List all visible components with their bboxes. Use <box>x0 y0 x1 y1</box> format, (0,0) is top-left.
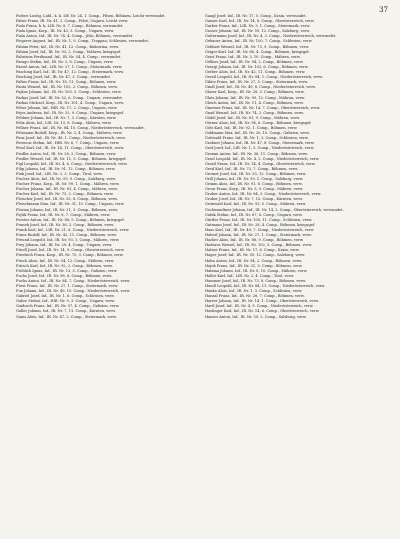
list-entry: Gebhart Wenzel, Inf., IR. Nr. 73, 9. Comp., Böhmen, verw. <box>205 44 310 49</box>
list-entry: Hartl Josef, Inf., IR. Nr. 4, 9. Comp., Niederösterreich, verw. <box>205 304 314 309</box>
list-entry: Gerber Alois, Inf., IR. Nr. 42, 11. Comp., Böhmen, verw. <box>205 70 306 75</box>
list-entry: Fejes Andreas, Inf., IR. Nr. 32, 9. Comp., Ungarn, kriegsgef. <box>16 110 124 115</box>
list-entry: Fassel Anton, Inf., LIR. Nr. 27, 1. Comp., Steiermark, verw. <box>16 64 123 69</box>
list-entry: Forbes-Lustig, Lubl., k. k. LW. Nr. 24, 1. Comp., Pilsen, Böhmen, Leicht verwundet. <box>16 14 166 18</box>
list-entry: Grasl Leopold, Inf., IR. Nr. 4, 2. Comp., Niederösterreich, verw. <box>205 156 320 161</box>
list-entry: Fiala Ignaz, Korp., IR. Nr. 43, 3. Comp., Ungarn, verw. <box>16 29 115 34</box>
list-entry: Halama Johann, Inf., IR. Nr. 8, 10. Comp., Mähren, verw. <box>205 268 308 273</box>
list-entry: Harrer Johann, Inf., IR. Nr. 14, 1. Comp., Oberösterreich, verw. <box>205 299 320 304</box>
list-entry: Gabriel Josef, Inf., IR. Nr. 1, 6. Comp., Schlesien, verw. <box>16 294 115 299</box>
list-entry: Fiala Anton, Inf., IR. Nr. 74, 4. Comp., Jičin, Böhmen, verwundet. <box>16 34 134 39</box>
columns-container <box>16 14 386 531</box>
list-entry: Gramm Anton, Inf., IR. Nr. 36, 11. Comp., Böhmen, verw. <box>205 151 308 156</box>
list-entry: Frey Johann, Inf., IR. Nr. 29, 4. Comp., Ungarn, verw. <box>16 243 113 248</box>
list-entry: Fasching Josef, Inf., IR. Nr. 47, 3. Comp., verwundet. <box>16 75 112 80</box>
list-entry: Fleischmann Max, Inf., IR. Nr. 31, 10. Comp., Ungarn, verw. <box>16 202 125 207</box>
list-entry: Haas Karl, Inf., IR. Nr. 49, 7. Comp., Niederösterreich, verw. <box>205 227 315 232</box>
list-entry: Feldner Johann, Inf., IR. Nr. 7, 3. Comp., Kärnten, verw. <box>16 115 117 120</box>
list-entry: Glatz Johann, Inf., IR. Nr. 99, 12. Comp., Mähren, verw. <box>205 95 306 100</box>
list-entry: Glaser Karl, Korp., IR. Nr. 28, 3. Comp., Böhmen, verw. <box>205 90 305 95</box>
list-entry: Grill Johann, Inf., IR. Nr. 59, 1. Comp., Salzburg, verw. <box>205 177 304 181</box>
list-entry: Fröhlich Ignaz, Inf., IR. Nr. 13, 5. Comp., Galizien, verw. <box>16 268 118 273</box>
list-entry: Gödel Josef, Inf., IR. Nr. 81, 9. Comp., Mähren, verw. <box>205 115 300 120</box>
list-entry: Gerstl Leopold, Inf., IR. Nr. 84, 1. Comp., Niederösterreich, verw. <box>205 75 323 80</box>
list-entry: Fischer Franz, Korp., IR. Nr. 99, 1. Comp., Mähren, verw. <box>16 182 120 187</box>
list-entry: Gottwald Franz, Inf., IR. Nr. 1, 3. Comp., Schlesien, verw. <box>205 136 309 141</box>
list-entry: Farkas Michael, Korp., IR. Nr. 101, 4. Comp., Ungarn, verw. <box>16 100 124 105</box>
list-entry: Gabor Stefan, Inf., HIR. Nr. 9, 3. Comp., Ungarn, verw. <box>16 299 115 304</box>
list-entry: Fabrizius Ferdinand, Inf., IR. Nr. 54, 4. Comp., verwundet. <box>16 54 122 59</box>
list-entry: Fuchs Josef, Inf., IR. Nr. 98, 8. Comp., Böhmen, verw. <box>16 273 113 278</box>
list-entry: Gindl Josef, Inf., IR. Nr. 49, 8. Comp., Niederösterreich, verw. <box>205 85 316 90</box>
list-entry: Gruber Anton, Inf., IR. Nr. 84, 3. Comp., Niederösterreich, verw. <box>205 192 322 197</box>
list-entry: Faltus Franz, Inf., IR. Nr. 18, 11. Comp., Böhmen, verw. <box>16 80 117 85</box>
list-entry: Gleich Anton, Inf., IR. Nr. 11, 4. Comp., Böhmen, verw. <box>205 100 304 105</box>
list-entry: Gaidosch Franz, Inf., IR. Nr. 57, 4. Comp., Galizien, verw. <box>16 304 120 309</box>
list-entry: Fellner Franz, Inf., IR. Nr. 84, 10. Comp., Niederösterreich, verwundet. <box>16 126 145 131</box>
list-entry: Fessl Karl, Inf., IR. Nr. 14, 11. Comp., Oberösterreich, verw. <box>16 146 125 151</box>
list-entry: Gratzl Franz, Inf., IR. Nr. 14, 4. Comp., Oberösterreich, verw. <box>205 161 316 166</box>
list-entry: Grabner Johann, Inf., IR. Nr. 47, 8. Comp., Steiermark, verw. <box>205 141 315 146</box>
list-entry: Fanta Wenzel, Inf., IR. Nr. 102, 2. Comp., Böhmen, verw. <box>16 85 118 90</box>
list-entry: Felix Alois, Inf., LIR. Nr. 13, 8. Comp., Mähren, verw. <box>16 120 112 125</box>
list-entry: Feher Johann, Inf., HIR. Nr. 17, 2. Comp., Ungarn, verw. <box>16 105 118 110</box>
list-entry: Galler Johann, Inf., IR. Nr. 7, 11. Comp., Kärnten, verw. <box>16 309 116 314</box>
list-entry: Haslinger Karl, Inf., IR. Nr. 14, 6. Comp., Oberösterreich, verw. <box>205 309 320 314</box>
list-entry: Gruber Josef, Inf., IR. Nr. 7, 10. Comp., Kärnten, verw. <box>205 197 303 202</box>
list-entry: Felzmann Rudolf, Korp., IR. Nr. 3, 4. Comp., Mähren, verw. <box>16 131 123 136</box>
list-entry: Fabian Josef, Inf., IR. Nr. 93, 2. Comp., Mähren, kriegsgef. <box>16 49 121 54</box>
list-entry: Gellner Josef, Inf., IR. Nr. 94, 2. Comp., Böhmen, verw. <box>205 59 304 64</box>
list-entry: Fischer Karl, Inf., IR. Nr. 73, 2. Comp., Böhmen, verw. <box>16 192 114 197</box>
list-entry: Graf Josef, Inf., LIR. Nr. 1, 5. Comp., Niederösterreich, verw. <box>205 146 315 151</box>
list-entry: Faber Franz, IR. Nr. 41, 2. Comp., Felsö, Ungarn, Leicht verw. <box>16 19 129 24</box>
left-column <box>16 14 197 531</box>
list-entry: Greiner Josef, Inf., IR. Nr. 35, 12. Comp., Böhmen, verw. <box>205 171 307 176</box>
list-entry: Geist Franz, Inf., IR. Nr. 3, 10. Comp., Mähren, verw. <box>205 54 301 59</box>
list-entry: Fischer Alois, Inf., IR. Nr. 59, 9. Comp., Salzburg, verw. <box>16 177 117 181</box>
list-entry: Gmeiner Franz, Inf., IR. Nr. 14, 7. Comp., Oberösterreich, verw. <box>205 105 321 110</box>
list-entry: Franz Rudolf, Inf., IR. Nr. 42, 11. Comp., Böhmen, verw. <box>16 233 117 238</box>
page-number: 37 <box>379 6 388 14</box>
list-entry: Hauser Anton, Inf., IR. Nr. 59, 2. Comp., Salzburg, verw. <box>205 314 307 319</box>
list-entry: Fürst Franz, Inf., IR. Nr. 27, 1. Comp., Steiermark, verw. <box>16 283 119 288</box>
list-entry: Hammer Josef, Inf., IR. Nr. 73, 8. Comp., Böhmen, verw. <box>205 278 306 283</box>
list-entry: Görner Alois, Inf., IR. Nr. 94, 6. Comp., Böhmen, kriegsgef. <box>205 120 312 125</box>
list-entry: Gutmann Josef, Inf., IR. Nr. 28, 4. Comp., Böhmen, kriegsgef. <box>205 222 316 227</box>
list-entry: Grünwald Karl, Inf., IR. Nr. 93, 5. Comp., Mähren, verw. <box>205 202 307 207</box>
list-entry: Filip Johann, Inf., IR. Nr. 91, 12. Comp., Böhmen, verw. <box>16 166 116 171</box>
list-entry: Hadrava Wenzel, Inf., IR. Nr. 102, 3. Comp., Böhmen, verw. <box>205 243 313 248</box>
list-entry: Gibitz Franz, Inf., IR. Nr. 27, 5. Comp., Steiermark, verw. <box>205 80 309 85</box>
list-entry: Hacker Alois, Inf., IR. Nr. 88, 9. Comp., Böhmen, verw. <box>205 238 304 243</box>
list-entry: Fojtik Franz, Inf., IR. Nr. 8, 7. Comp., Mähren, verw. <box>16 212 111 217</box>
list-entry: Frisch Alois, Inf., IR. Nr. 54, 12. Comp., Mähren, verw. <box>16 258 115 263</box>
list-entry: Haberl Johann, Inf., IR. Nr. 27, 1. Comp., Steiermark, verw. <box>205 233 312 238</box>
list-entry: Hafner Franz, Inf., IR. Nr. 17, 6. Comp., Krain, verw. <box>205 248 300 253</box>
list-entry: Fiala Franz, k. k. LIR. Nr. 8, 7. Comp., Böhmen, verwundet. <box>16 24 124 29</box>
list-entry: Figl Leopold, Inf., IR. Nr. 4, 6. Comp., Niederösterreich, verw. <box>16 161 128 166</box>
list-entry: Grimm Alois, Inf., IR. Nr. 91, 6. Comp., Böhmen, verw. <box>205 182 303 187</box>
list-entry: Fuchs Anton, Inf., IR. Nr. 84, 7. Comp., Niederösterreich, verw. <box>16 278 131 283</box>
list-entry: Gattermann Josef, Inf., IR. Nr. 4, 3. Comp., Niederösterreich, verwundet. <box>205 34 337 39</box>
list-entry: Goldmann Max, Inf., IR. Nr. 20, 10. Comp., Galizien, verw. <box>205 131 310 136</box>
list-entry: Gürtler Franz, Inf., IR. Nr. 100, 11. Comp., Schlesien, verw. <box>205 217 313 222</box>
list-entry: Hanzal Franz, Inf., IR. Nr. 28, 7. Comp., Böhmen, verw. <box>205 294 305 299</box>
list-entry: Farkas Josef, Inf., IR. Nr. 52, 6. Comp., Ungarn, verwundet. <box>16 95 123 100</box>
list-entry: Gangl Josef, Inf., IR. Nr. 17, 5. Comp., Krain, verwundet. <box>205 14 307 18</box>
list-entry: Handl Leopold, Inf., IR. Nr. 84, 11. Comp., Niederösterreich, verw. <box>205 283 326 288</box>
list-entry: Forster Anton, Inf., IR. Nr. 88, 5. Comp., Böhmen, kriegsgef. <box>16 217 125 222</box>
list-entry: Ganser Karl, Inf., IR. Nr. 14, 8. Comp., Oberösterreich, verw. <box>205 19 315 24</box>
list-entry: Götz Karl, Inf., IR. Nr. 92, 1. Comp., Böhmen, verw. <box>205 126 298 131</box>
list-entry: Feigerer August, Inf., IR. Nr. 1, 9. Comp., Troppau, Schlesien, verwundet. <box>16 39 150 44</box>
list-entry: Hajek Franz, Inf., IR. Nr. 21, 5. Comp., Böhmen, verw. <box>205 263 303 268</box>
list-entry: Fajkus Johann, Inf., IR. Nr. 100, 5. Comp., Schlesien, verw. <box>16 90 122 95</box>
list-entry: Farago Stefan, Inf., IR. Nr. 2, 8. Comp., Ungarn, verw. <box>16 59 114 64</box>
list-entry: Gnad Wenzel, Inf., IR. Nr. 74, 2. Comp., Böhmen, verw. <box>205 110 304 115</box>
list-entry: Friedl Josef, Inf., IR. Nr. 14, 9. Comp., Oberösterreich, verw. <box>16 248 125 253</box>
list-entry: Geiger Karl, Inf., IR. Nr. 88, 4. Comp., Böhmen, kriegsgef. <box>205 49 310 54</box>
right-column <box>205 14 386 531</box>
list-entry: Haller Karl, Inf., LIR. Nr. 2, 4. Comp., Tirol, verw. <box>205 273 295 278</box>
list-entry: Franek Josef, Inf., IR. Nr. 36, 2. Comp., Böhmen, verw. <box>16 222 114 227</box>
list-entry: Fenz Josef, Inf., IR. Nr. 49, 1. Comp., Niederösterreich, verw. <box>16 136 126 141</box>
list-entry: Gschwandtner Johann, Inf., IR. Nr. 14, 2. Comp., Oberösterreich, verwundet. <box>205 207 344 212</box>
list-entry: Hager Josef, Inf., IR. Nr. 59, 12. Comp., Salzburg, verw. <box>205 253 306 258</box>
list-entry: Fink Josef, Inf., LIR. Nr. 2, 3. Comp., Tirol, verw. <box>16 171 103 176</box>
list-entry: Gasser Johann, Inf., IR. Nr. 59, 12. Comp., Salzburg, verw. <box>205 29 311 34</box>
list-entry: Fasching Karl, Inf., IR. Nr. 47, 12. Comp., Steiermark, verw. <box>16 70 124 75</box>
list-entry: Freund Leopold, Inf., IR. Nr. 93, 1. Comp., Mähren, verw. <box>16 238 120 243</box>
list-entry: Georgi Johann, Inf., IR. Nr. 102, 6. Comp., Böhmen, verw. <box>205 64 309 69</box>
list-entry: Gebauer Anton, Inf., IR. Nr. 100, 7. Comp., Schlesien, verw. <box>205 39 313 44</box>
list-entry: Greif Karl, Inf., IR. Nr. 73, 7. Comp., Böhmen, verw. <box>205 166 299 171</box>
list-entry: Ferenczi Stefan, Inf., HIR. Nr. 6, 7. Comp., Ungarn, verw. <box>16 141 120 146</box>
list-entry: Hanke Alois, Inf., IR. Nr. 1, 3. Comp., Schlesien, verw. <box>205 289 303 294</box>
list-entry: Gubik Stefan, Inf., IR. Nr. 67, 8. Comp., Ungarn, verw. <box>205 212 303 217</box>
list-entry: Fritsch Karl, Inf., IR. Nr. 92, 2. Comp., Böhmen, verw. <box>16 263 113 268</box>
list-entry: Frank Karl, Inf., LIR. Nr. 21, 6. Comp., Niederösterreich, verw. <box>16 227 130 232</box>
list-entry: Fischer Johann, Inf., IR. Nr. 81, 4. Comp., Mähren, verw. <box>16 187 118 192</box>
list-entry: Fux Johann, Inf., IR. Nr. 49, 10. Comp., Niederösterreich, verw. <box>16 289 131 294</box>
list-entry: Garber Franz, Inf., LIR. Nr. 3, 1. Comp., Steiermark, verw. <box>205 24 311 29</box>
list-entry: Florian Johann, Inf., IR. Nr. 21, 3. Comp., Böhmen, verw. <box>16 207 119 212</box>
list-entry: Fleischer Josef, Inf., IR. Nr. 35, 8. Comp., Böhmen, verw. <box>16 197 118 202</box>
list-entry: Gams Alois, Inf., IR. Nr. 47, 2. Comp., Steiermark, verw. <box>16 314 117 319</box>
list-entry: Gross Franz, Korp., IR. Nr. 3, 9. Comp., Mähren, verw. <box>205 187 304 192</box>
list-entry: Hahn Anton, Inf., IR. Nr. 94, 2. Comp., Böhmen, verw. <box>205 258 303 263</box>
list-entry: Fiedler Anton, Inf., IR. Nr. 28, 2. Comp., Böhmen, verw. <box>16 151 117 156</box>
list-entry: Fiedler Wenzel, Inf., IR. Nr. 11, 5. Comp., Böhmen, kriegsgef. <box>16 156 127 161</box>
list-entry: Fabian Peter, Inf., IR. Nr. 41, 12. Comp., Bukowina, verw. <box>16 44 120 49</box>
list-entry: Friedrich Franz, Korp., IR. Nr. 75, 3. Comp., Böhmen, verw. <box>16 253 124 258</box>
